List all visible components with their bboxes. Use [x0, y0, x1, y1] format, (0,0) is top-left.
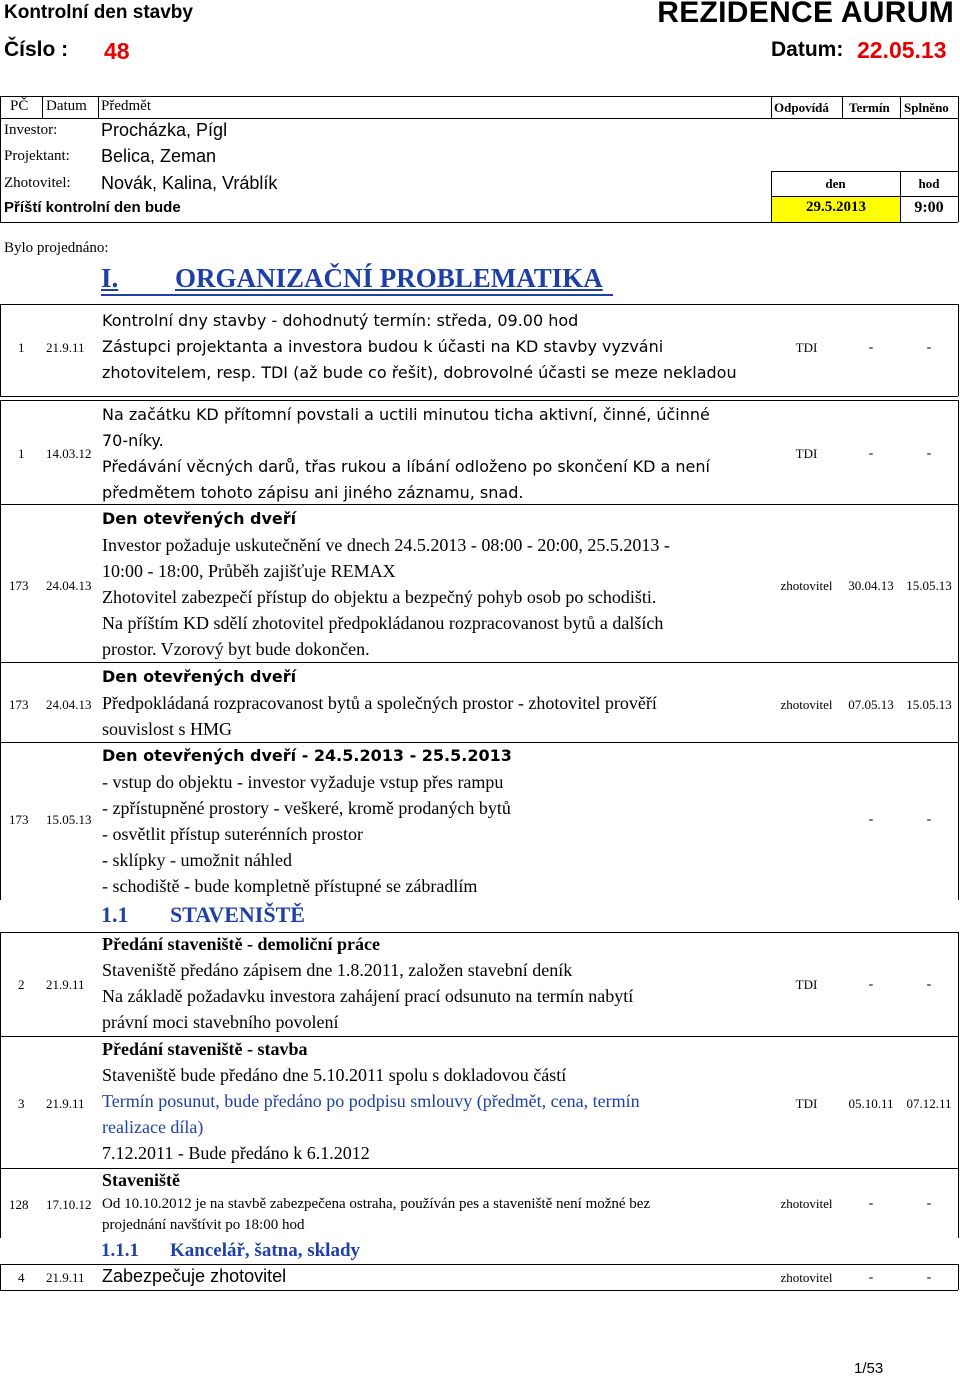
item-text-line: zhotovitelem, resp. TDI (až bude co řešit), dobrovolné účasti se meze nekladou — [102, 363, 737, 382]
item-text-line: Staveniště bude předáno dne 5.10.2011 spolu s dokladovou částí — [102, 1065, 567, 1085]
date-value: 22.05.13 — [857, 37, 947, 63]
item-text-line: - vstup do objektu - investor vyžaduje vstup přes rampu — [102, 772, 504, 792]
item-date: 24.04.13 — [46, 578, 92, 593]
item-responsible: TDI — [795, 977, 818, 992]
item-text-line: předmětem tohoto zápisu ani jiného záznamu, snad. — [102, 483, 524, 502]
item-done: - — [926, 977, 932, 992]
subsection-title: STAVENIŠTĚ — [170, 902, 305, 927]
item-text-line-highlight: Termín posunut, bude předáno po podpisu smlouvy (předmět, cena, termín — [102, 1091, 640, 1111]
item-heading: Den otevřených dveří — [102, 509, 297, 528]
section-number: I. — [101, 263, 119, 293]
item-deadline: - — [868, 812, 874, 827]
item-deadline: - — [868, 1270, 874, 1285]
item-done: 15.05.13 — [906, 697, 952, 712]
item-heading: Den otevřených dveří - 24.5.2013 - 25.5.2013 — [102, 746, 512, 765]
item-date: 15.05.13 — [46, 812, 92, 827]
item-text-line: Zhotovitel zabezpečí přístup do objektu a bezpečný pohyb osob po schodišti. — [102, 587, 657, 607]
item-heading: Předání staveniště - demoliční práce — [102, 934, 380, 954]
item-text-line-highlight: realizace díla) — [102, 1117, 204, 1137]
section-title: ORGANIZAČNÍ PROBLEMATIKA — [175, 263, 603, 293]
designer-value: Belica, Zeman — [101, 146, 217, 166]
item-responsible: zhotovitel — [780, 578, 833, 593]
item-deadline: 30.04.13 — [848, 578, 894, 593]
item-text-line: právní moci stavebního povolení — [102, 1012, 339, 1032]
item-pc: 173 — [9, 812, 29, 827]
item-text-line: Zástupci projektanta a investora budou k účasti na KD stavby vyzváni — [102, 337, 664, 356]
subsubsection-title: Kancelář, šatna, sklady — [170, 1240, 361, 1261]
number-value: 48 — [104, 38, 130, 64]
item-pc: 128 — [9, 1197, 29, 1212]
hour-label: hod — [918, 176, 940, 191]
item-deadline: - — [868, 977, 874, 992]
item-date: 21.9.11 — [46, 340, 85, 355]
item-date: 21.9.11 — [46, 977, 85, 992]
item-responsible: zhotovitel — [780, 1196, 833, 1211]
next-meeting-date: 29.5.2013 — [806, 199, 866, 215]
item-text-line: Předpokládaná rozpracovanost bytů a společných prostor - zhotovitel prověří — [102, 693, 657, 713]
item-text-line: Zabezpečuje zhotovitel — [102, 1266, 287, 1286]
item-text-line: prostor. Vzorový byt bude dokončen. — [102, 639, 370, 659]
item-responsible: zhotovitel — [780, 697, 833, 712]
item-pc: 4 — [18, 1270, 25, 1285]
item-text-line: - schodiště - bude kompletně přístupné se zábradlím — [102, 876, 478, 896]
item-deadline: - — [868, 1196, 874, 1211]
column-header-done: Splněno — [904, 100, 949, 115]
item-text-line: 7.12.2011 - Bude předáno k 6.1.2012 — [102, 1143, 370, 1163]
item-done: 07.12.11 — [906, 1096, 952, 1111]
number-label: Číslo : — [4, 38, 69, 61]
column-header-deadline: Termín — [849, 100, 890, 115]
item-text-line: Od 10.10.2012 je na stavbě zabezpečena ostraha, používán pes a staveniště není možné bez — [102, 1196, 651, 1212]
item-done: 15.05.13 — [906, 578, 952, 593]
item-text-line: souvislost s HMG — [102, 719, 233, 739]
date-label: Datum: — [771, 38, 844, 61]
subsubsection-number: 1.1.1 — [101, 1240, 139, 1261]
contractor-label: Zhotovitel: — [4, 175, 71, 191]
item-deadline: - — [868, 340, 874, 355]
document-title: Kontrolní den stavby — [4, 2, 193, 23]
item-text-line: Investor požaduje uskutečnění ve dnech 24.5.2013 - 08:00 - 20:00, 25.5.2013 - — [102, 535, 670, 555]
section-underline — [101, 294, 613, 296]
item-text-line: - sklípky - umožnit náhled — [102, 850, 292, 870]
item-pc: 1 — [18, 446, 25, 461]
item-text-line: projednání navštívit po 18:00 hod — [102, 1217, 305, 1233]
column-header-subject: Předmět — [101, 98, 151, 114]
item-text-line: Na základě požadavku investora zahájení prací odsunuto na termín nabytí — [102, 986, 634, 1006]
day-label: den — [825, 176, 846, 191]
column-header-date: Datum — [46, 98, 87, 114]
item-responsible: TDI — [795, 446, 818, 461]
item-text-line: Předávání věcných darů, třas rukou a líbání odloženo po skončení KD a není — [102, 457, 710, 476]
item-text-line: Staveniště předáno zápisem dne 1.8.2011, založen stavební deník — [102, 960, 573, 980]
designer-label: Projektant: — [4, 148, 70, 164]
item-text-line: - osvětlit přístup suterénních prostor — [102, 824, 363, 844]
item-done: - — [926, 812, 932, 827]
column-header-pc: PČ — [10, 98, 29, 114]
item-responsible: TDI — [795, 1096, 818, 1111]
item-date: 24.04.13 — [46, 697, 92, 712]
item-responsible: zhotovitel — [780, 1270, 833, 1285]
item-done: - — [926, 340, 932, 355]
project-name: REZIDENCE AURUM — [657, 0, 954, 29]
item-heading: Předání staveniště - stavba — [102, 1039, 308, 1059]
item-deadline: 07.05.13 — [848, 697, 894, 712]
item-deadline: 05.10.11 — [848, 1096, 894, 1111]
discussed-label: Bylo projednáno: — [4, 240, 109, 256]
page-number: 1/53 — [854, 1360, 884, 1377]
item-done: - — [926, 1270, 932, 1285]
item-done: - — [926, 446, 932, 461]
item-date: 21.9.11 — [46, 1096, 85, 1111]
item-text-line: 70-níky. — [102, 431, 164, 450]
column-header-responsible: Odpovídá — [774, 100, 829, 115]
item-pc: 3 — [18, 1096, 25, 1111]
item-done: - — [926, 1196, 932, 1211]
item-pc: 2 — [18, 977, 25, 992]
item-date: 14.03.12 — [46, 446, 92, 461]
item-heading: Staveniště — [102, 1170, 180, 1190]
item-text-line: Na příštím KD sdělí zhotovitel předpokládanou rozpracovanost bytů a dalších — [102, 613, 664, 633]
item-date: 21.9.11 — [46, 1270, 85, 1285]
item-text-line: Kontrolní dny stavby - dohodnutý termín: středa, 09.00 hod — [102, 311, 579, 330]
next-meeting-time: 9:00 — [914, 199, 944, 216]
contractor-value: Novák, Kalina, Vráblík — [101, 173, 278, 193]
item-responsible: TDI — [795, 340, 818, 355]
item-heading: Den otevřených dveří — [102, 667, 297, 686]
item-pc: 1 — [18, 340, 25, 355]
item-deadline: - — [868, 446, 874, 461]
item-pc: 173 — [9, 697, 29, 712]
item-text-line: Na začátku KD přítomní povstali a uctili minutou ticha aktivní, činné, účinné — [102, 405, 710, 424]
investor-label: Investor: — [4, 122, 58, 138]
item-text-line: - zpřístupněné prostory - veškeré, kromě prodaných bytů — [102, 798, 511, 818]
next-meeting-label: Příští kontrolní den bude — [4, 199, 181, 216]
item-pc: 173 — [9, 578, 29, 593]
item-text-line: 10:00 - 18:00, Průběh zajišťuje REMAX — [102, 561, 396, 581]
item-date: 17.10.12 — [46, 1197, 92, 1212]
investor-value: Procházka, Pígl — [101, 120, 228, 140]
subsection-number: 1.1 — [101, 902, 129, 927]
